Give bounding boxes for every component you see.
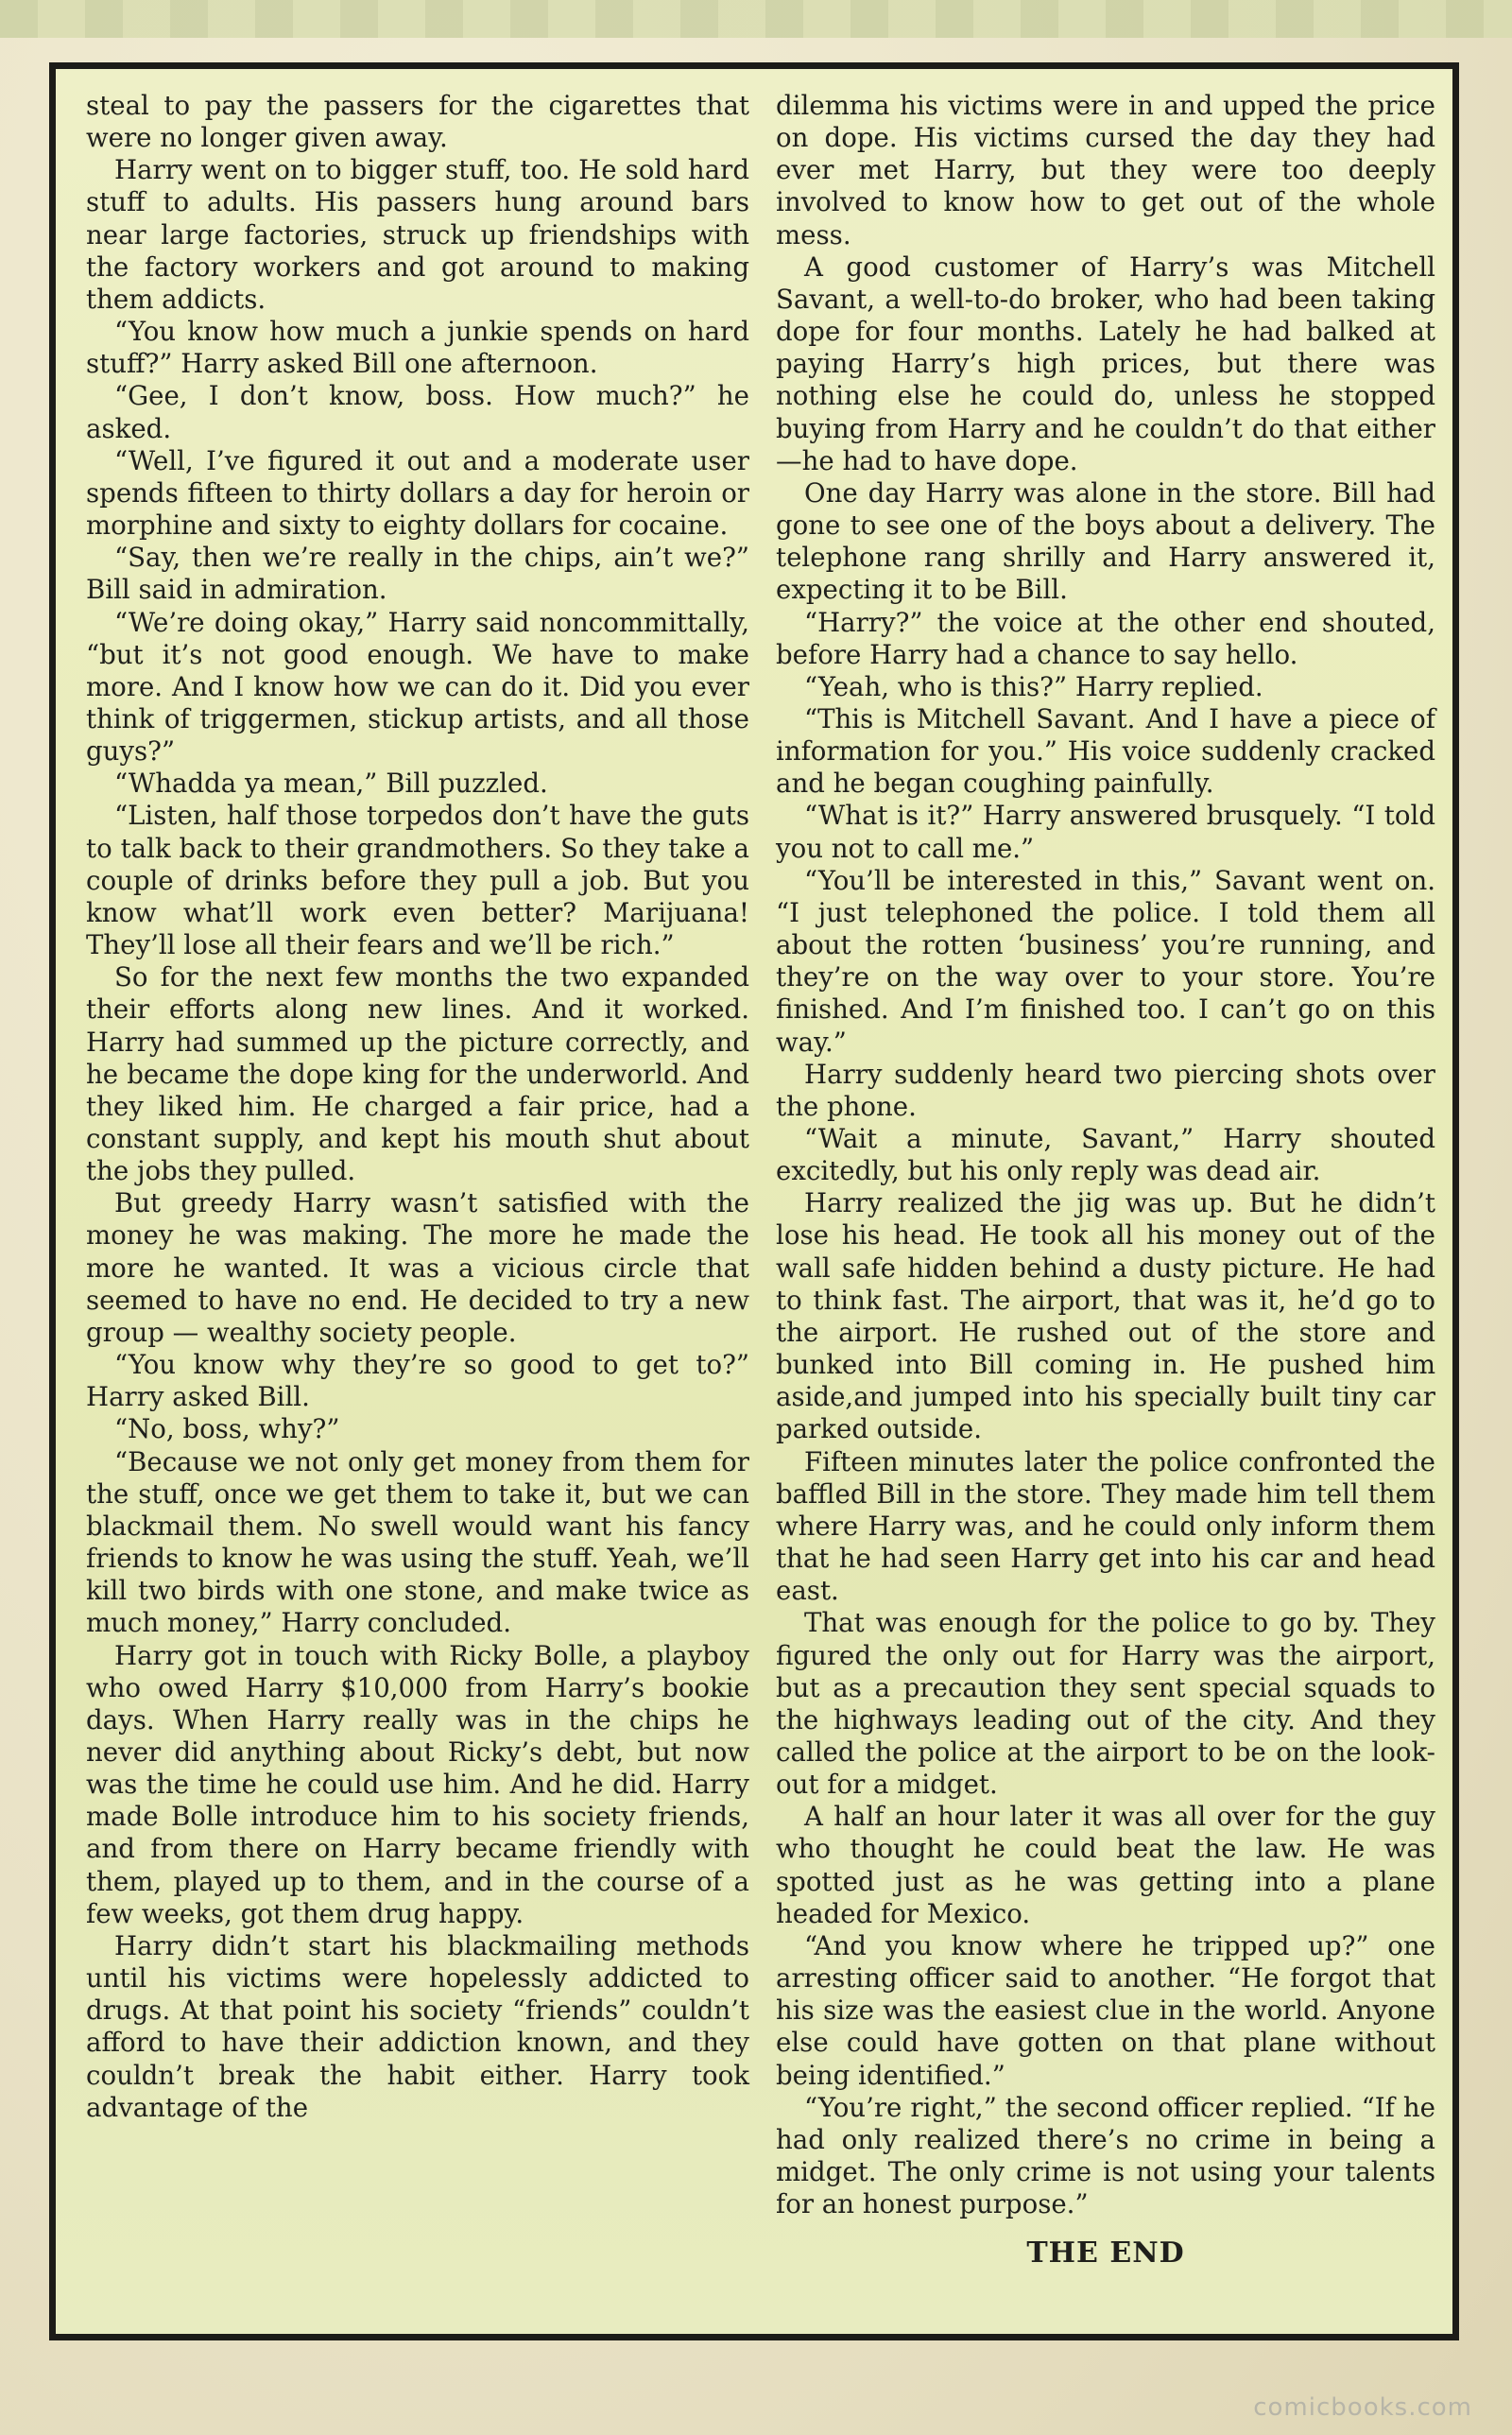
story-paragraph: “Say, then we’re really in the chips, ain’t we?” Bill said in admiration. [86, 542, 749, 606]
story-paragraph: Harry suddenly heard two piercing shots over the phone. [776, 1058, 1435, 1122]
story-paragraph: Harry went on to bigger stuff, too. He sold hard stuff to adults. His passers hung around bars near large factories, struck up friendships with the factory workers and got around to making them addicts. [86, 154, 749, 315]
text-panel [49, 62, 1459, 2340]
the-end-label: THE END [1026, 2236, 1185, 2271]
story-paragraph: So for the next few months the two expanded their efforts along new lines. And it worked. Harry had summed up the picture correctly, and he became the dope king for the underworld. And they liked him. He charged a fair price, had a constant supply, and kept his mouth shut about the jobs they pulled. [86, 961, 749, 1187]
story-paragraph: “You’re right,” the second officer replied. “If he had only realized there’s no crime in being a midget. The only crime is not using your talents for an honest purpose.” [776, 2091, 1435, 2220]
story-paragraph: A good customer of Harry’s was Mitchell Savant, a well-to-do broker, who had been taking dope for four months. Lately he had balked at paying Harry’s high prices, but there was nothing else he could do, unless he stopped buying from Harry and he couldn’t do that either—he had to have dope. [776, 250, 1435, 476]
story-paragraph: “Gee, I don’t know, boss. How much?” he asked. [86, 380, 749, 444]
watermark: comicbooks.com [1253, 2393, 1472, 2422]
story-paragraph: “Whadda ya mean,” Bill puzzled. [114, 768, 548, 800]
story-paragraph: Harry didn’t start his blackmailing methods until his victims were hopelessly addicted to drugs. At that point his society “friends” couldn’t afford to have their addiction known, and they couldn’t break the habit either. Harry took advantage of the [86, 1929, 749, 2123]
story-paragraph: Fifteen minutes later the police confronted the baffled Bill in the store. They made him tell them where Harry was, and he could only inform them that he had seen Harry get into his car and head east. [776, 1445, 1435, 1607]
story-paragraph: “Well, I’ve figured it out and a moderate user spends fifteen to thirty dollars a day for heroin or morphine and sixty to eighty dollars for cocaine. [86, 444, 749, 542]
story-paragraph: But greedy Harry wasn’t satisfied with the money he was making. The more he made the more he wanted. It was a vicious circle that seemed to have no end. He decided to try a new group — wealthy society people. [86, 1187, 749, 1348]
story-paragraph: Harry got in touch with Ricky Bolle, a playboy who owed Harry $10,000 from Harry’s bookie days. When Harry really was in the chips he never did anything about Ricky’s debt, but now was the time he could use him. And he did. Harry made Bolle introduce him to his society friends, and from there on Harry became friendly with them, played up to them, and in the course of a few weeks, got them drug happy. [86, 1639, 749, 1929]
story-paragraph: “No, boss, why?” [114, 1413, 340, 1445]
story-paragraph: “Yeah, who is this?” Harry replied. [804, 670, 1263, 702]
story-paragraph: Harry realized the jig was up. But he didn’t lose his head. He took all his money out of the wall safe hidden behind a dusty picture. He had to think fast. The airport, that was it, he’d go to the airport. He rushed out of the store and bunked into Bill coming in. He pushed him aside,and jumped into his specially built tiny car parked outside. [776, 1187, 1435, 1445]
story-paragraph: “Listen, half those torpedos don’t have the guts to talk back to their grandmothers. So they take a couple of drinks before they pull a job. But you know what’ll work even better? Marijuana! They’ll lose all their fears and we’ll be rich.” [86, 800, 749, 961]
story-paragraph: “What is it?” Harry answered brusquely. “I told you not to call me.” [776, 800, 1435, 864]
story-paragraph: dilemma his victims were in and upped the price on dope. His victims cursed the day they had ever met Harry, but they were too deeply involved to know how to get out of the whole mess. [776, 90, 1435, 250]
story-paragraph: “You know how much a junkie spends on hard stuff?” Harry asked Bill one afternoon. [86, 316, 749, 380]
story-paragraph: “You’ll be interested in this,” Savant went on. “I just telephoned the police. I told them all about the rotten ‘business’ you’re running, and they’re on the way over to your store. You’re finished. And I’m finished too. I can’t go on this way.” [776, 864, 1435, 1058]
story-paragraph: A half an hour later it was all over for the guy who thought he could beat the law. He was spotted just as he was getting into a plane headed for Mexico. [776, 1801, 1435, 1929]
story-paragraph: steal to pay the passers for the cigarettes that were no longer given away. [86, 90, 749, 154]
story-paragraph: “Wait a minute, Savant,” Harry shouted excitedly, but his only reply was dead air. [776, 1123, 1435, 1187]
left-column [86, 90, 749, 2124]
story-paragraph: That was enough for the police to go by. They figured the only out for Harry was the airport, but as a precaution they sent special squads to the highways leading out of the city. And they called the police at the airport to be on the look-out for a midget. [776, 1607, 1435, 1801]
story-paragraph: “We’re doing okay,” Harry said noncommittally, “but it’s not good enough. We have to make more. And I know how we can do it. Did you ever think of triggermen, stickup artists, and all those guys?” [86, 606, 749, 768]
story-paragraph: “This is Mitchell Savant. And I have a piece of information for you.” His voice suddenly cracked and he began coughing painfully. [776, 702, 1435, 800]
story-paragraph: “Harry?” the voice at the other end shouted, before Harry had a chance to say hello. [776, 606, 1435, 670]
story-paragraph: One day Harry was alone in the store. Bill had gone to see one of the boys about a delivery. The telephone rang shrilly and Harry answered it, expecting it to be Bill. [776, 476, 1435, 606]
story-paragraph: “Because we not only get money from them for the stuff, once we get them to take it, but we can blackmail them. No swell would want his fancy friends to know he was using the stuff. Yeah, we’ll kill two birds with one stone, and make twice as much money,” Harry concluded. [86, 1445, 749, 1639]
top-edge-artwork [0, 0, 1512, 38]
story-paragraph: “And you know where he tripped up?” one arresting officer said to another. “He forgot that his size was the easiest clue in the world. Anyone else could have gotten on that plane without being identified.” [776, 1929, 1435, 2091]
right-column [776, 90, 1435, 2270]
story-paragraph: “You know why they’re so good to get to?” Harry asked Bill. [86, 1349, 749, 1413]
